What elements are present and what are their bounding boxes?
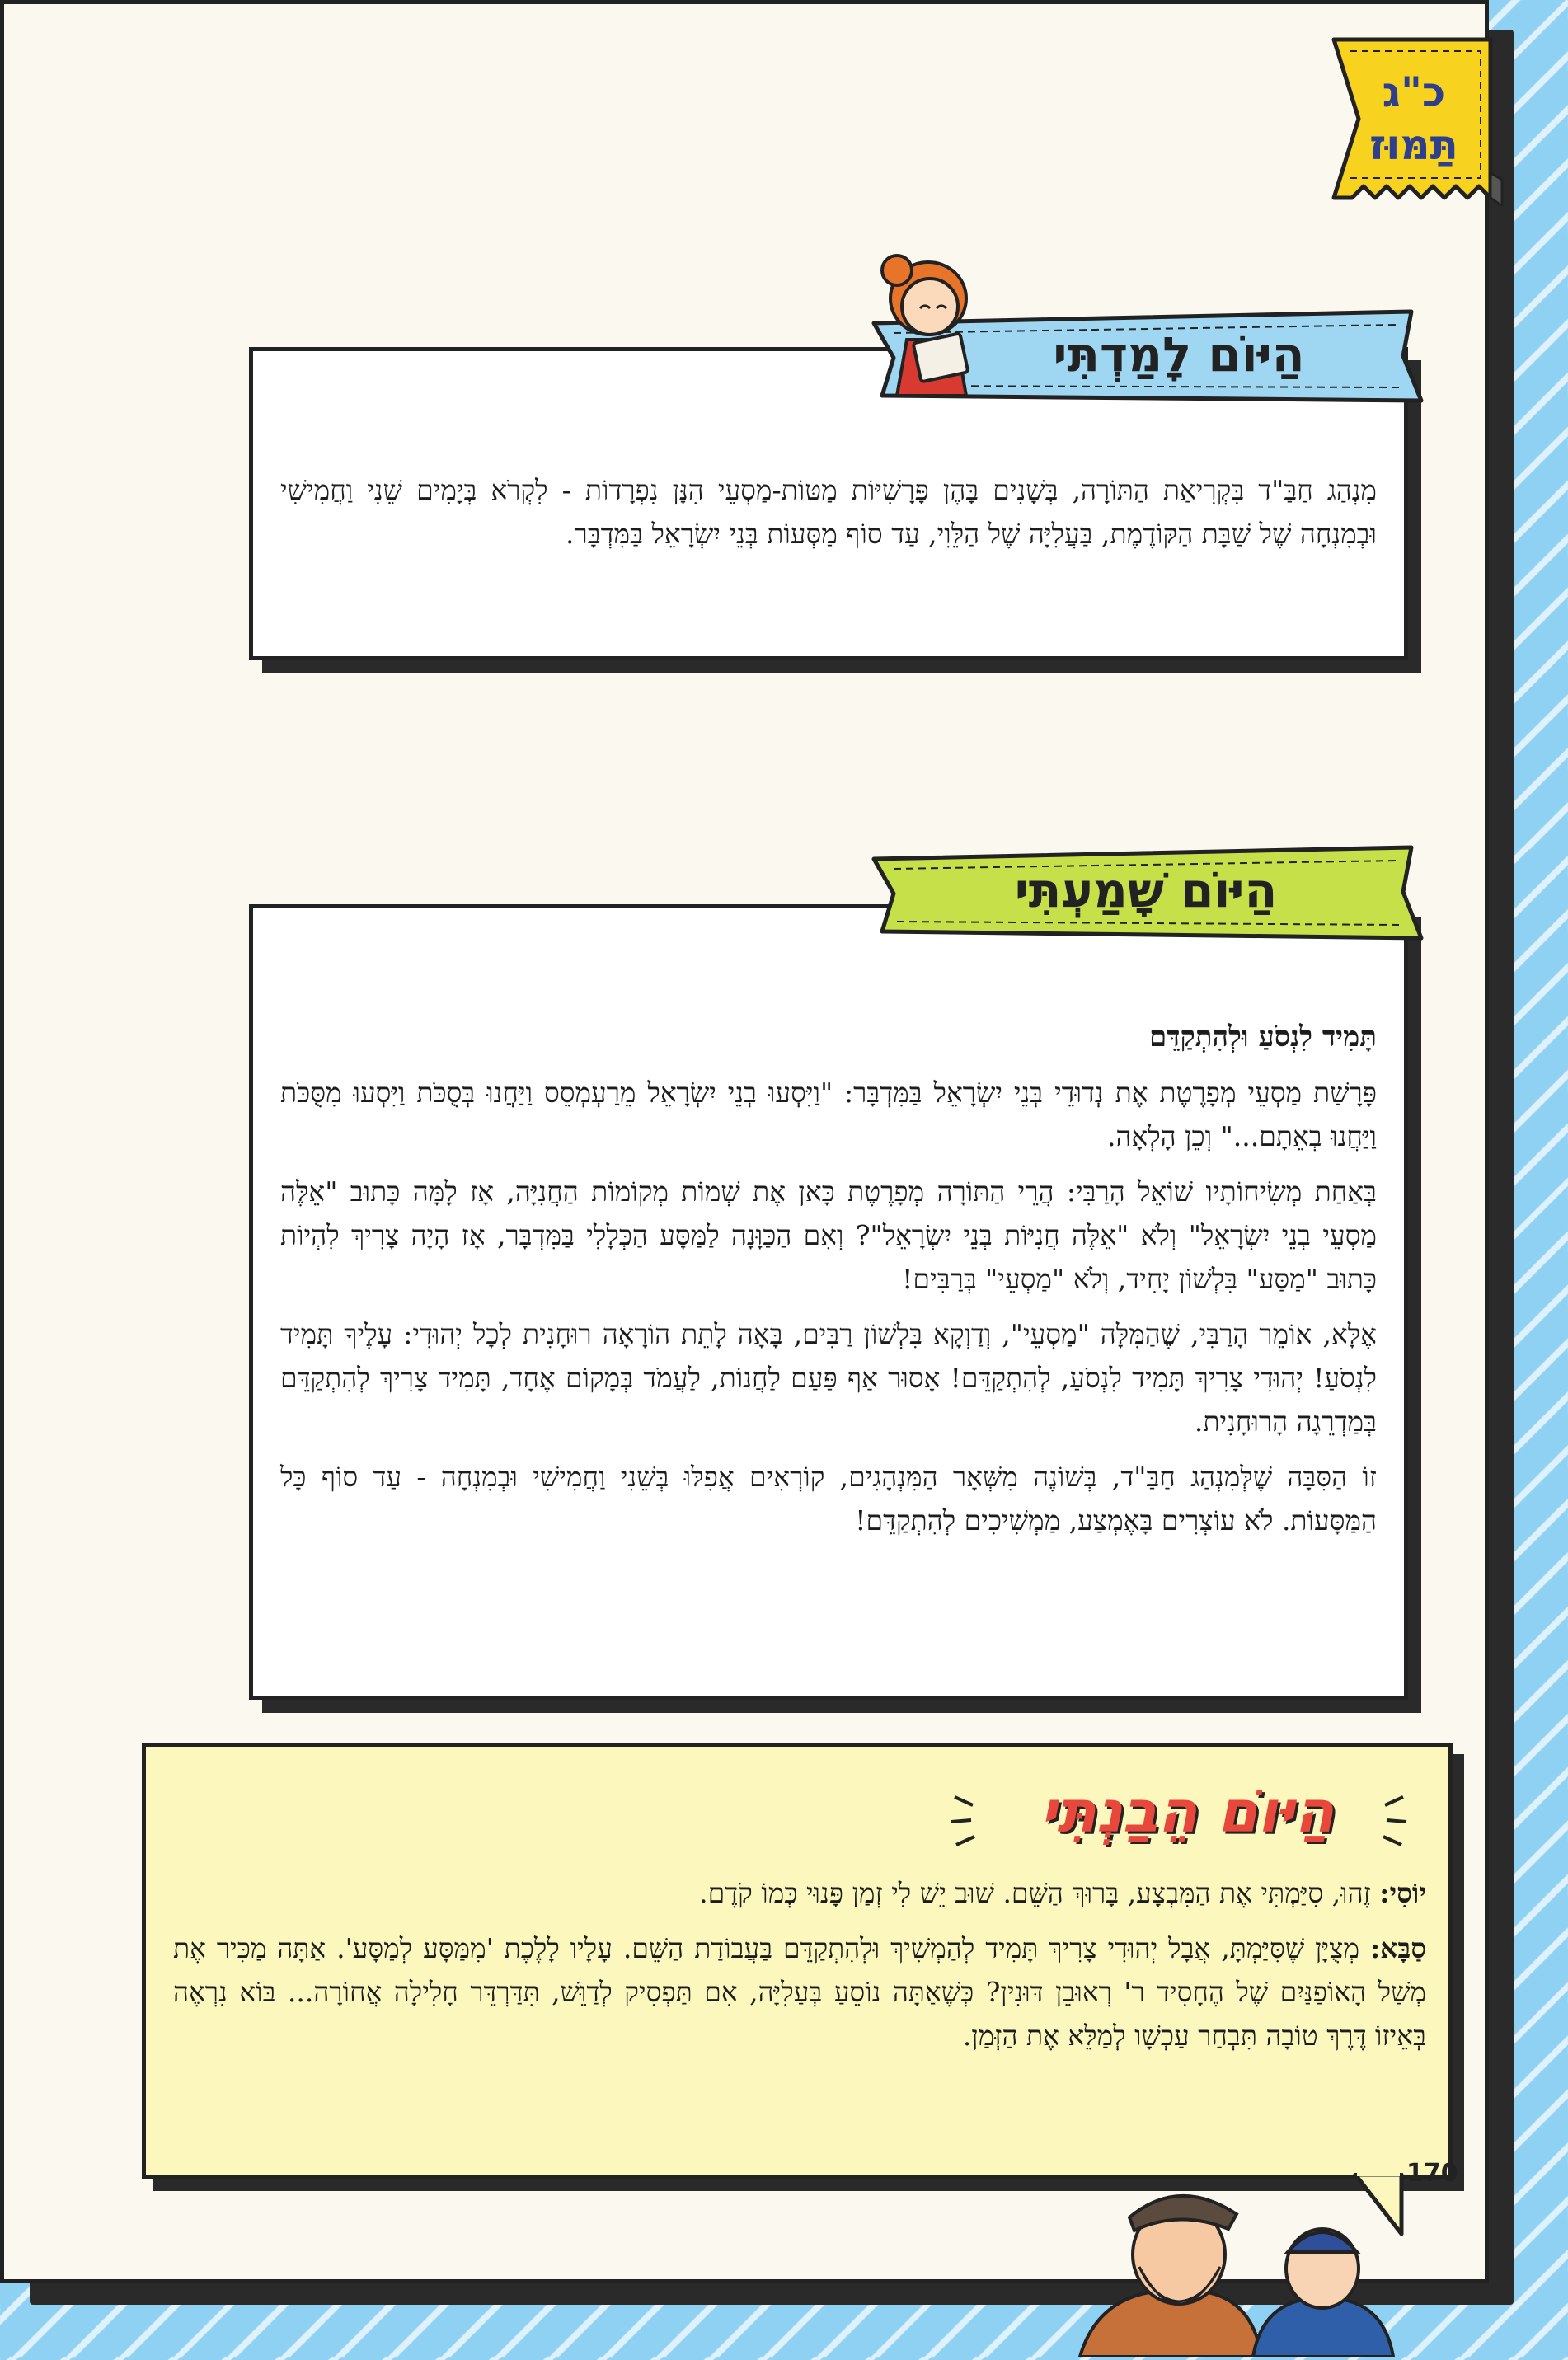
section2-text — [280, 1016, 1377, 1554]
speaker-yossi: יוֹסִי: — [1379, 1877, 1426, 1909]
section2-paragraph-3: אֶלָּא, אוֹמֵר הָרַבִּי, שֶׁהַמִּלָּה "מַסְעֵי", וְדַוְקָא בִּלְשׁוֹן רַבִּים, בָּאָה לָתֵת הוֹרָאָה רוּחָנִית לְכָל יְהוּדִי: עָלֶיךָ תָּמִיד לִנְסֹעַ! יְהוּדִי צָרִיךְ תָּמִיד לִנְסֹעַ, לְהִתְקַדֵּם! אָסוּר אַף פַּעַם לַחֲנוֹת, לַעֲמֹד בְּמָקוֹם אֶחָד, תָּמִיד צָרִיךְ לְהִתְקַדֵּם בְּמַדְרֵגָה הָרוּחָנִית. — [280, 1318, 1377, 1438]
section1-heading: הַיּוֹם לָמַדְתִּי — [1053, 326, 1305, 382]
date-month: תַּמּוּז — [1369, 121, 1458, 169]
grandfather-and-boy-illustration — [1063, 2176, 1410, 2357]
dialogue-line-2 — [173, 1926, 1426, 2057]
section2-heading: הַיּוֹם שָׁמַעְתִּי — [1014, 862, 1278, 918]
section3-text — [173, 1871, 1426, 2069]
page-number: 170 — [1406, 2159, 1458, 2188]
date-label — [1344, 66, 1484, 171]
dialogue-text-2: מְצֻיָּן שֶׁסִּיַּמְתָּ, אֲבָל יְהוּדִי צָרִיךְ תָּמִיד לְהַמְשִׁיךְ וּלְהִתְקַדֵּם בַּעֲבוֹדַת הַשֵּׁם. עָלָיו לָלֶכֶת 'מִמַּסָּע לְמַסָּע'. אַתָּה מַכִּיר אֶת מְשַׁל הָאוֹפַנַּיִם שֶׁל הֶחָסִיד ר' רְאוּבֵן דּוּנִין? כְּשֶׁאַתָּה נוֹסֵעַ בְּעַלִיָּה, אִם תַּפְסִיק לְדַוֵּשׁ, תִּדַּרְדֵּר חָלִילָה אֲחוֹרָה... בּוֹא נִרְאֶה בְּאֵיזוֹ דֶּרֶךְ טוֹבָה תִּבְחַר עַכְשָׁו לְמַלֵּא אֶת הַזְּמַן. — [173, 1932, 1426, 2052]
section3-heading-sparkles — [948, 1772, 1410, 1863]
dialogue-line-1 — [173, 1871, 1426, 1915]
section2-paragraph-2: בְּאַחַת מְשִׂיחוֹתָיו שׁוֹאֵל הָרַבִּי: הֲרֵי הַתּוֹרָה מְפָרֶטֶת כָּאן אֶת שְׁמוֹת מְקוֹמוֹת הַחֲנִיָּה, אָז לָמָּה כָּתוּב "אֵלֶּה מַסְעֵי בְנֵי יִשְׂרָאֵל" וְלֹא "אֵלֶּה חֲנִיּוֹת בְּנֵי יִשְׂרָאֵל"? וְאִם הַכַּוָּנָה לַמַּסָּע הַכְּלָלִי בַּמִּדְבָּר, אָז הָיָה צָרִיךְ לִהְיוֹת כָּתוּב "מַסַּע" בִּלְשׁוֹן יָחִיד, וְלֹא "מַסְעֵי" בְּרַבִּים! — [280, 1175, 1377, 1295]
date-day: כ"ג — [1382, 68, 1446, 116]
dialogue-text-1: זֶהוּ, סִיַּמְתִּי אֶת הַמִּבְצָע, בָּרוּךְ הַשֵּׁם. שׁוּב יֵשׁ לִי זְמַן פָּנוּי כְּמוֹ קֹדֶם. — [699, 1877, 1380, 1909]
girl-reading-illustration — [857, 247, 998, 404]
section2-subtitle: תָּמִיד לִנְסֹעַ וּלְהִתְקַדֵּם — [1148, 1020, 1377, 1053]
section2-paragraph-4: זוֹ הַסִּבָּה שֶׁלְּמִנְהַג חַבַּ"ד, בְּשׁוֹנֶה מִשְּׁאָר הַמִּנְהָגִים, קוֹרְאִים אֲפִלּוּ בְּשֵׁנִי וַחֲמִישִׁי וּבְמִנְחָה - עַד סוֹף כָּל הַמַּסָּעוֹת. לֹא עוֹצְרִים בָּאֶמְצַע, מַמְשִׁיכִים לְהִתְקַדֵּם! — [280, 1461, 1377, 1537]
speaker-saba: סַבָּא: — [1369, 1932, 1426, 1964]
section2-paragraph-1: פָּרָשַׁת מַסְעֵי מְפָרֶטֶת אֶת נְדוּדֵי בְּנֵי יִשְׂרָאֵל בַּמִּדְבָּר: "וַיִּסְעוּ בְנֵי יִשְׂרָאֵל מֵרַעְמְסֵס וַיַּחֲנוּ בְּסֻכֹּת וַיִּסְעוּ מִסֻּכֹּת וַיַּחֲנוּ בְאֵתָם..." וְכֵן הָלְאָה. — [280, 1077, 1377, 1152]
section3-heading: הַיּוֹם הֵבַנְתִּי — [1040, 1778, 1335, 1846]
section1-text — [280, 468, 1377, 567]
section1-paragraph: מִנְהַג חַבַּ"ד בִּקְרִיאַת הַתּוֹרָה, בְּשָׁנִים בָּהֶן פָּרָשִׁיּוֹת מַטּוֹת-מַסְעֵי הִנָּן נִפְרָדוֹת - לִקְרֹא בְּיָמִים שֵׁנִי וַחֲמִישִׁי וּבְמִנְחָה שֶׁל שַׁבָּת הַקּוֹדֶמֶת, בַּעֲלִיָּה שֶׁל הַלֵּוִי, עַד סוֹף מַסְּעוֹת בְּנֵי יִשְׂרָאֵל בַּמִּדְבָּר. — [280, 474, 1377, 550]
